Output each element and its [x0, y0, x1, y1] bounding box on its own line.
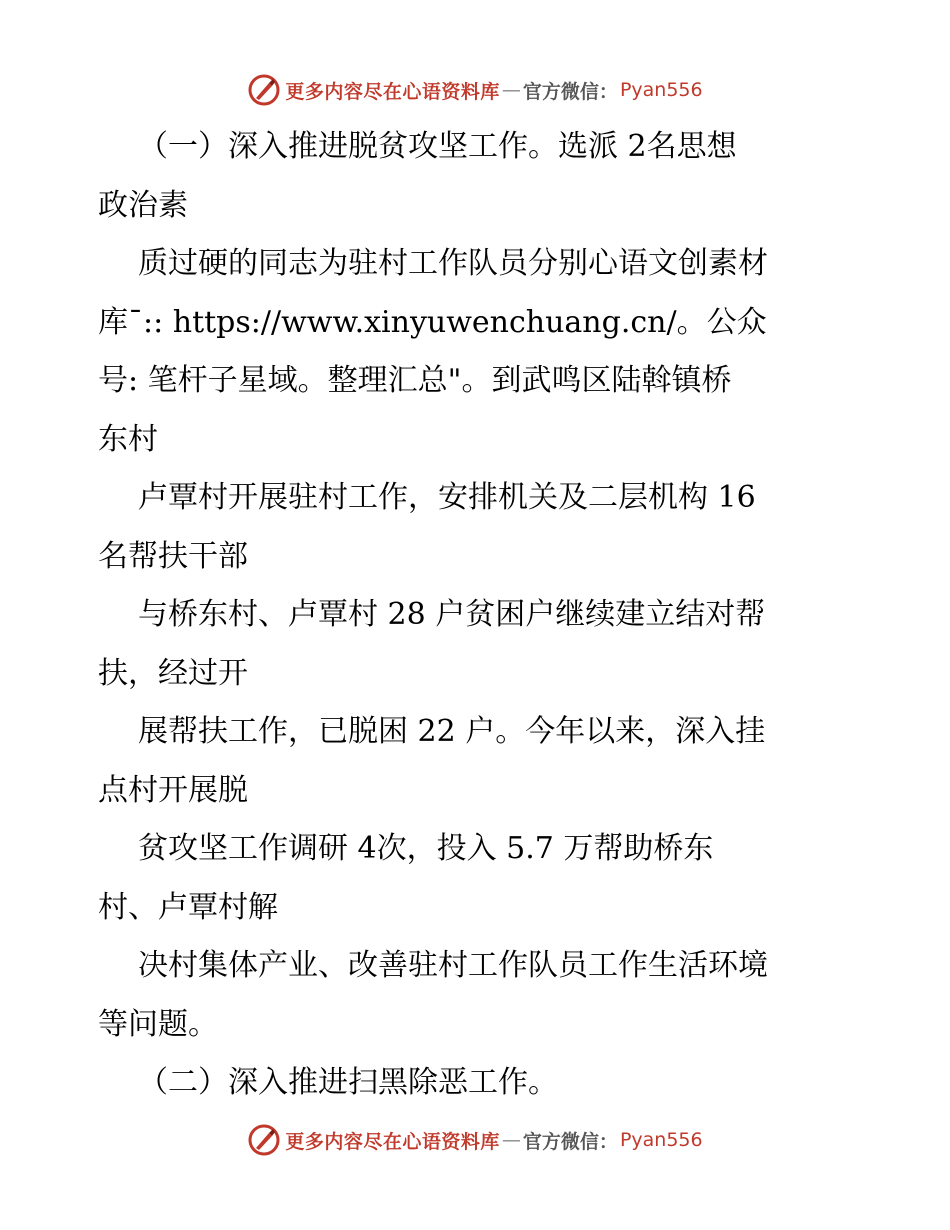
paragraph-line: 质过硬的同志为驻村工作队员分别心语文创素材	[138, 246, 768, 281]
banner-dash: —	[501, 1129, 521, 1151]
paragraph-line: 东村	[98, 421, 158, 457]
paragraph-line: 扶，经过开	[98, 655, 248, 691]
paragraph-line: （一）深入推进脱贫攻坚工作。选派 2名思想	[138, 129, 737, 164]
paragraph-line: 号: 笔杆子星域。整理汇总"。到武鸣区陆斡镇桥	[98, 363, 732, 398]
paragraph-line: 点村开展脱	[98, 772, 248, 808]
banner-wechat-label: 官方微信：	[522, 80, 618, 103]
banner-wechat-id: Pyan556	[619, 79, 703, 101]
header-banner	[0, 72, 950, 108]
pen-logo-icon	[247, 1123, 281, 1157]
paragraph-line: 等问题。	[98, 1006, 218, 1042]
paragraph-line: 库¯:: https://www.xinyuwenchuang.cn/。公众	[98, 304, 767, 340]
banner-text: 更多内容尽在心语资料库	[285, 1130, 500, 1153]
banner-text: 更多内容尽在心语资料库	[285, 80, 500, 103]
paragraph-line: 展帮扶工作，已脱困 22 户。今年以来，深入挂	[138, 714, 766, 749]
paragraph-line: 村、卢覃村解	[98, 889, 278, 925]
paragraph-line: 政治素	[98, 187, 188, 223]
banner-wechat-id: Pyan556	[619, 1129, 703, 1151]
paragraph-line: 决村集体产业、改善驻村工作队员工作生活环境	[138, 948, 768, 983]
paragraph-line: 卢覃村开展驻村工作，安排机关及二层机构 16	[138, 480, 756, 515]
footer-banner	[0, 1122, 950, 1158]
paragraph-line: 贫攻坚工作调研 4次，投入 5.7 万帮助桥东	[138, 831, 714, 866]
paragraph-line: 名帮扶干部	[98, 538, 248, 574]
banner-wechat-label: 官方微信：	[522, 1130, 618, 1153]
banner-dash: —	[501, 79, 521, 101]
pen-logo-icon	[247, 73, 281, 107]
document-body	[98, 118, 858, 1113]
paragraph-line: 与桥东村、卢覃村 28 户贫困户继续建立结对帮	[138, 597, 766, 632]
paragraph-line: （二）深入推进扫黑除恶工作。	[138, 1065, 558, 1100]
